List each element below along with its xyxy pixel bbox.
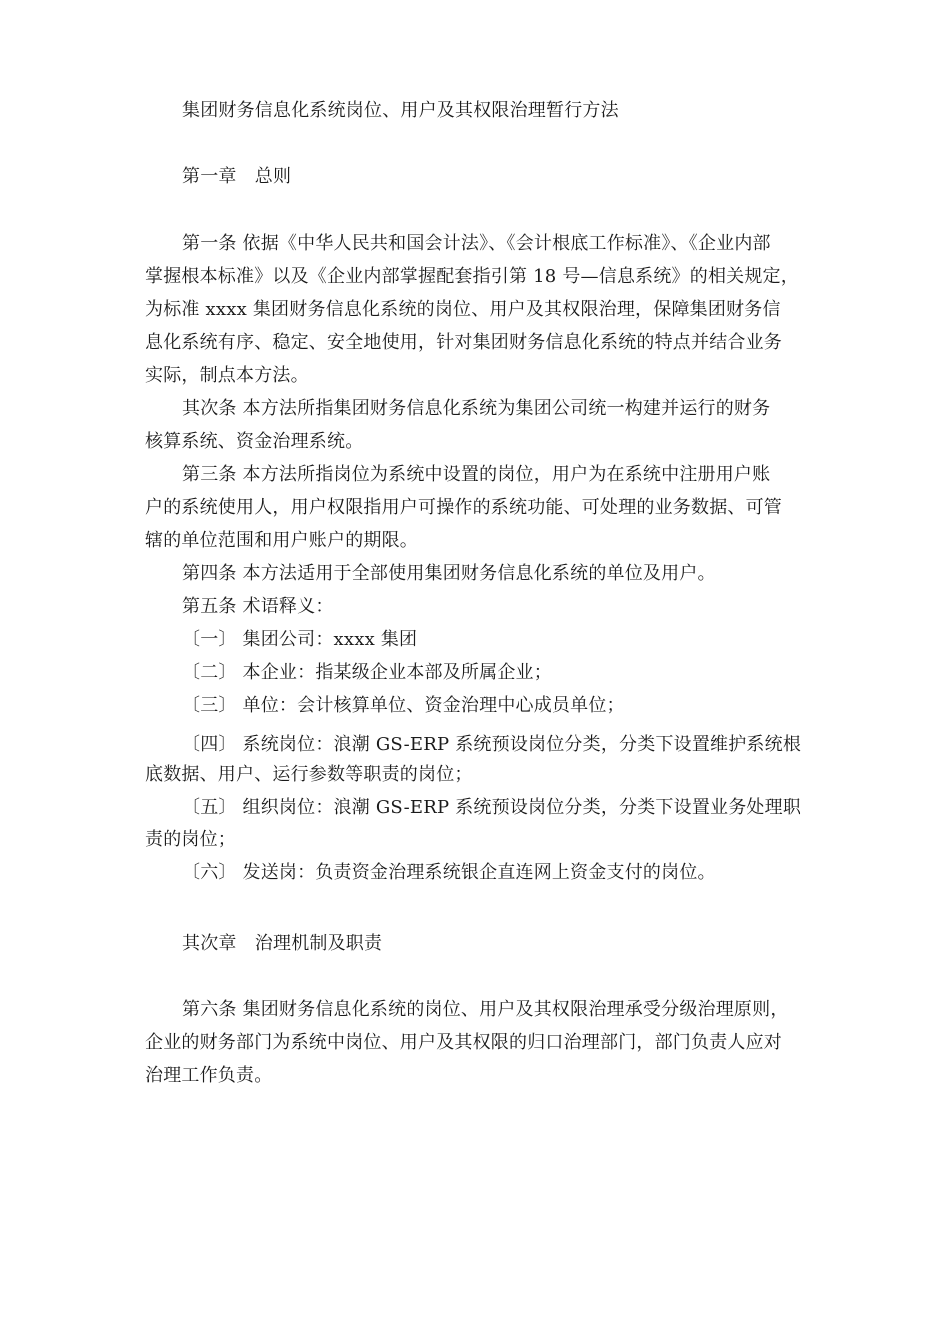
- article-6-line: 治理工作负责。: [145, 1065, 273, 1086]
- article-3-line: 第三条 本方法所指岗位为系统中设置的岗位，用户为在系统中注册用户账: [182, 464, 771, 485]
- article-2-line: 核算系统、资金治理系统。: [145, 431, 364, 452]
- chapter-heading-1: 第一章 总则: [182, 166, 292, 187]
- article-6-line: 企业的财务部门为系统中岗位、用户及其权限的归口治理部门，部门负责人应对: [145, 1032, 782, 1053]
- article-1-line: 息化系统有序、稳定、安全地使用，针对集团财务信息化系统的特点并结合业务: [145, 332, 782, 353]
- article-6-line: 第六条 集团财务信息化系统的岗位、用户及其权限治理承受分级治理原则，: [182, 999, 789, 1020]
- article-3-line: 户的系统使用人，用户权限指用户可操作的系统功能、可处理的业务数据、可管: [145, 497, 782, 518]
- term-item-6: 〔六〕 发送岗：负责资金治理系统银企直连网上资金支付的岗位。: [182, 862, 716, 883]
- term-item-5: 〔五〕 组织岗位：浪潮 GS-ERP 系统预设岗位分类，分类下设置业务处理职: [182, 797, 802, 818]
- article-1-line: 为标准 xxxx 集团财务信息化系统的岗位、用户及其权限治理，保障集团财务信: [145, 299, 781, 320]
- term-item-5-cont: 责的岗位；: [145, 829, 236, 850]
- article-5: 第五条 术语释义：: [182, 596, 334, 617]
- chapter-heading-2: 其次章 治理机制及职责: [182, 933, 383, 954]
- term-item-1: 〔一〕 集团公司：xxxx 集团: [182, 629, 418, 650]
- article-2-line: 其次条 本方法所指集团财务信息化系统为集团公司统一构建并运行的财务: [182, 398, 771, 419]
- article-3-line: 辖的单位范围和用户账户的期限。: [145, 530, 418, 551]
- term-item-2: 〔二〕 本企业：指某级企业本部及所属企业；: [182, 662, 552, 683]
- term-item-4-cont: 底数据、用户、运行参数等职责的岗位；: [145, 764, 473, 785]
- article-1-line: 第一条 依据《中华人民共和国会计法》、《会计根底工作标准》、《企业内部: [182, 233, 771, 254]
- document-title: 集团财务信息化系统岗位、用户及其权限治理暂行方法: [182, 100, 619, 121]
- article-1-line: 掌握根本标准》以及《企业内部掌握配套指引第 18 号—信息系统》的相关规定，: [145, 266, 799, 287]
- term-item-3: 〔三〕 单位：会计核算单位、资金治理中心成员单位；: [182, 695, 625, 716]
- article-1-line: 实际，制点本方法。: [145, 365, 309, 386]
- term-item-4: 〔四〕 系统岗位：浪潮 GS-ERP 系统预设岗位分类，分类下设置维护系统根: [182, 734, 802, 755]
- article-4: 第四条 本方法适用于全部使用集团财务信息化系统的单位及用户。: [182, 563, 716, 584]
